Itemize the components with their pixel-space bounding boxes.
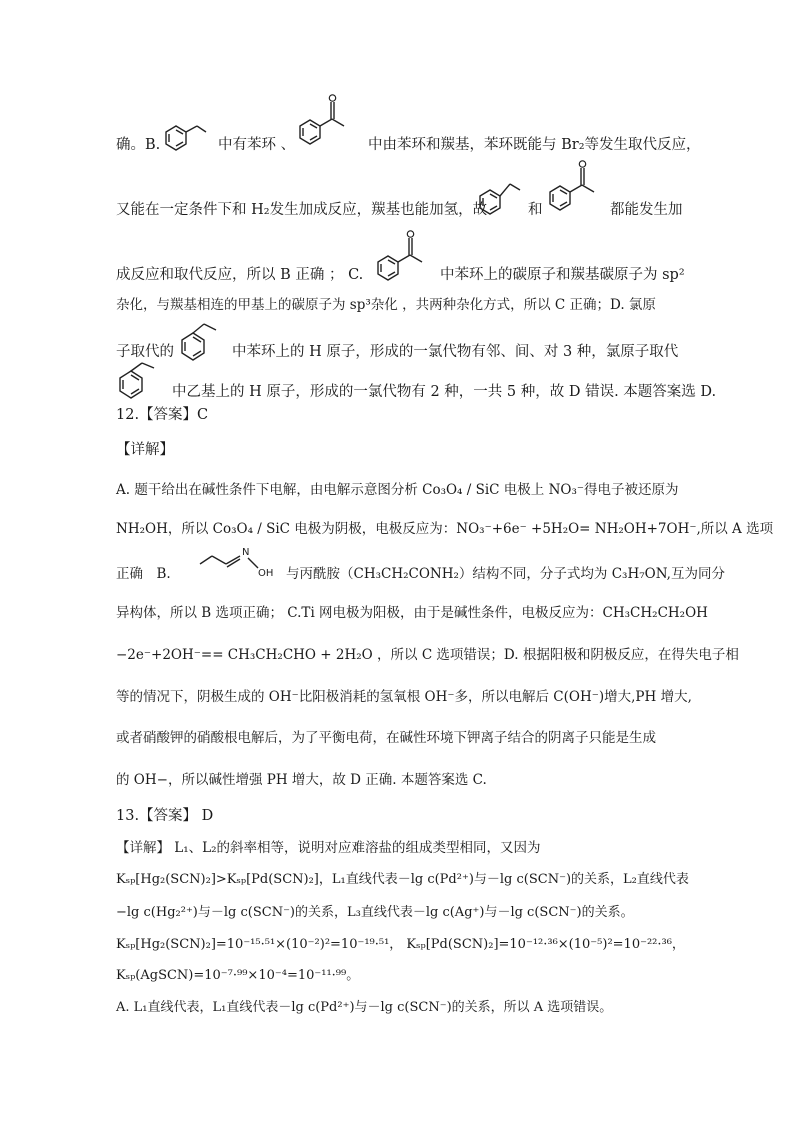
text-line: Kₛₚ(AgSCN)=10⁻⁷·⁹⁹×10⁻⁴=10⁻¹¹·⁹⁹。 bbox=[116, 968, 360, 983]
text-line: 杂化，与羰基相连的甲基上的碳原子为 sp³杂化 ，共两种杂化方式，所以 C 正确；D. 氯原 bbox=[116, 297, 656, 313]
acetophenone-structure bbox=[292, 92, 362, 158]
ethylbenzene-structure bbox=[114, 358, 172, 404]
text-line: Kₛₚ[Hg₂(SCN)₂]>Kₛₚ[Pd(SCN)₂]，L₁直线代表－lg c(Pd²⁺)与－lg c(SCN⁻)的关系，L₂直线代表 bbox=[116, 872, 689, 887]
propanal-oxime-structure bbox=[196, 544, 288, 584]
ethylbenzene-structure bbox=[176, 318, 234, 366]
explanation-heading: 【详解】 bbox=[116, 442, 174, 458]
text-line: −2e⁻+2OH⁻== CH₃CH₂CHO + 2H₂O ，所以 C 选项错误；D. 根据阳极和阴极反应，在得失电子相 bbox=[116, 647, 739, 663]
text-line: 【详解】 L₁、L₂的斜率相等，说明对应难溶盐的组成类型相同，又因为 bbox=[116, 840, 541, 856]
text-line: 等的情况下，阴极生成的 OH⁻比阳极消耗的氢氧根 OH⁻多，所以电解后 C(OH⁻)增大,PH 增大, bbox=[116, 689, 692, 705]
ethylbenzene-structure bbox=[160, 118, 216, 160]
text-line: 中由苯环和羰基，苯环既能与 Br₂等发生取代反应， bbox=[368, 137, 701, 153]
answer-heading: 13.【答案】 D bbox=[116, 808, 214, 824]
acetophenone-structure bbox=[544, 158, 610, 222]
text-line: 中苯环上的碳原子和羰基碳原子为 sp² bbox=[440, 267, 685, 283]
oxime-n-label: N bbox=[242, 547, 250, 558]
text-line: 确。B. bbox=[116, 137, 161, 153]
acetophenone-structure bbox=[372, 226, 438, 290]
ethylbenzene-structure bbox=[474, 176, 530, 222]
text-line: −lg c(Hg₂²⁺)与－lg c(SCN⁻)的关系，L₃直线代表－lg c(Ag⁺)与－lg c(SCN⁻)的关系。 bbox=[116, 905, 634, 920]
text-line: 或者硝酸钾的硝酸根电解后，为了平衡电荷，在碱性环境下钾离子结合的阴离子只能是生成 bbox=[116, 730, 656, 746]
text-line: NH₂OH，所以 Co₃O₄ / SiC 电极为阴极，电极反应为：NO₃⁻+6e⁻ +5H₂O= NH₂OH+7OH⁻,所以 A 选项 bbox=[116, 521, 774, 537]
text-line: Kₛₚ[Hg₂(SCN)₂]=10⁻¹⁵·⁵¹×(10⁻²)²=10⁻¹⁹·⁵¹， Kₛₚ[Pd(SCN)₂]=10⁻¹²·³⁶×(10⁻⁵)²=10⁻²²·³⁶， bbox=[116, 937, 685, 952]
text-line: 子取代的 bbox=[116, 344, 174, 360]
text-line: 中苯环上的 H 原子，形成的一氯代物有邻、间、对 3 种，氯原子取代 bbox=[232, 344, 679, 360]
text-line: 成反应和取代反应，所以 B 正确 ； C. bbox=[116, 267, 364, 283]
text-line: 与丙酰胺（CH₃CH₂CONH₂）结构不同，分子式均为 C₃H₇ON,互为同分 bbox=[286, 566, 725, 582]
text-line: 正确 B. bbox=[116, 566, 171, 582]
text-line: A. 题干给出在碱性条件下电解，由电解示意图分析 Co₃O₄ / SiC 电极上 NO₃⁻得电子被还原为 bbox=[116, 482, 679, 498]
text-line: 又能在一定条件下和 H₂发生加成反应，羰基也能加氢，故 bbox=[116, 202, 488, 218]
text-line: 的 OH−，所以碱性增强 PH 增大，故 D 正确. 本题答案选 C. bbox=[116, 772, 487, 788]
text-line: 中有苯环 、 bbox=[218, 137, 296, 153]
text-line: 都能发生加 bbox=[610, 202, 683, 218]
text-line: 中乙基上的 H 原子，形成的一氯代物有 2 种，一共 5 种，故 D 错误. 本题答案选 D. bbox=[172, 384, 717, 400]
text-line: A. L₁直线代表，L₁直线代表－lg c(Pd²⁺)与－lg c(SCN⁻)的关系，所以 A 选项错误。 bbox=[116, 1000, 613, 1015]
text-line: 异构体，所以 B 选项正确； C.Ti 网电极为阳极，由于是碱性条件，电极反应为：CH₃CH₂CH₂OH bbox=[116, 605, 708, 621]
answer-heading: 12.【答案】C bbox=[116, 407, 209, 423]
text-line: 和 bbox=[528, 202, 543, 218]
oxime-oh-label: OH bbox=[258, 568, 274, 579]
